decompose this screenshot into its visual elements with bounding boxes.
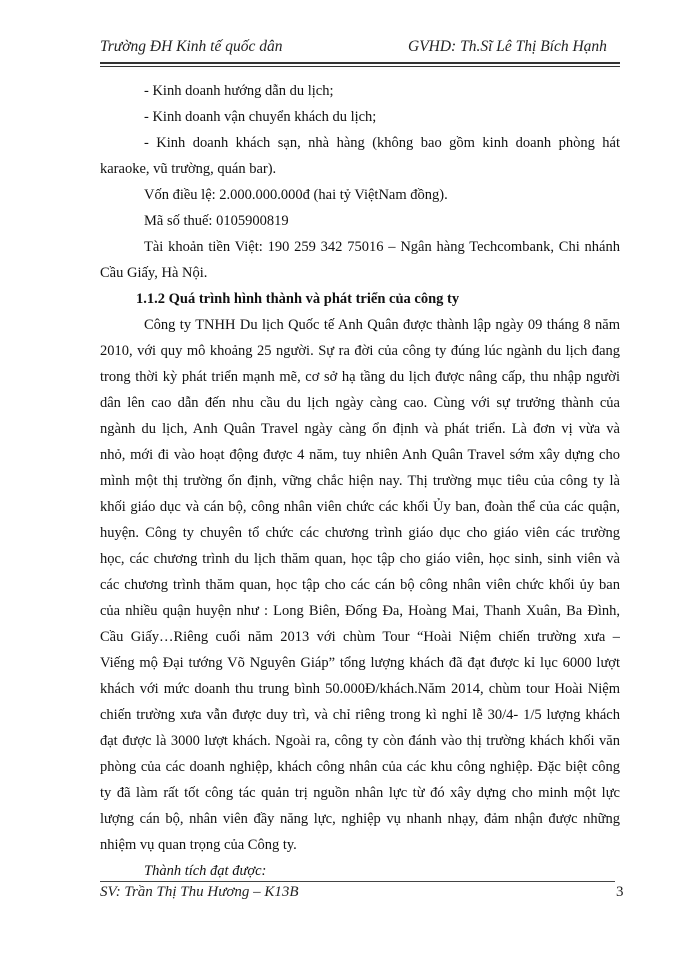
paragraph-line: chiến trường xưa vẫn được duy trì, và chỉ riêng trong kì nghỉ lễ 30/4- 1/5 lượng khách [100, 707, 620, 723]
paragraph-line: nhỏ, mới đi vào hoạt động được 4 năm, tuy nhiên Anh Quân Travel sớm xây dựng cho [100, 447, 620, 463]
page-number: 3 [616, 884, 624, 900]
paragraph-line: của nhiều quận huyện như : Long Biên, Đống Đa, Hoàng Mai, Thanh Xuân, Ba Đình, [100, 603, 620, 619]
page-footer [100, 884, 630, 906]
paragraph-line: dân lên cao dẫn đến nhu cầu du lịch ngày càng cao. Cùng với sự trưởng thành của [100, 395, 620, 411]
paragraph-line: Viếng mộ Đại tướng Võ Nguyên Giáp” tổng lượng khách đã đạt được kỉ lục 6000 lượt [100, 655, 620, 671]
history-paragraph [100, 312, 620, 858]
document-body [100, 78, 620, 884]
section-heading: 1.1.2 Quá trình hình thành và phát triển của công ty [136, 291, 460, 307]
bullet-item: - Kinh doanh khách sạn, nhà hàng (không bao gồm kinh doanh phòng hát [144, 135, 620, 151]
paragraph-line: nhiệm vụ quan trọng của Công ty. [100, 837, 297, 853]
paragraph-line: học, các chương trình du lịch thăm quan, học tập cho giáo viên, học sinh, sinh viên và [100, 551, 620, 567]
paragraph-line: trong thời kỳ phát triển mạnh mẽ, cơ sở hạ tầng du lịch được nâng cấp, thu nhập người [100, 369, 620, 385]
achievements-label: Thành tích đạt được: [144, 863, 267, 879]
header-supervisor: GVHD: Th.Sĩ Lê Thị Bích Hạnh [408, 38, 607, 55]
header-university: Trường ĐH Kinh tế quốc dân [100, 38, 283, 55]
paragraph-line: khách với mức doanh thu trung bình 50.000Đ/khách.Năm 2014, chùm tour Hoài Niệm [100, 681, 620, 697]
footer-rule [100, 881, 615, 882]
tax-code: Mã số thuế: 0105900819 [144, 213, 289, 229]
page-header [100, 38, 620, 60]
bank-account-line: Tài khoản tiền Việt: 190 259 342 75016 – Ngân hàng Techcombank, Chi nhánh [144, 239, 620, 255]
paragraph-line: ngành du lịch, Anh Quân Travel ngày càng ổn định và phát triển. Là đơn vị vừa và [100, 421, 620, 437]
bullet-continuation: karaoke, vũ trường, quán bar). [100, 161, 277, 177]
paragraph-line: các chương trình thăm quan, học tập cho các cán bộ công nhân viên chức khối ủy ban [100, 577, 620, 593]
charter-capital: Vốn điều lệ: 2.000.000.000đ (hai tỷ ViệtNam đồng). [144, 187, 448, 203]
paragraph-line: mình một thị trường ổn định, vững chắc hiện nay. Thị trường mục tiêu của công ty là [100, 473, 620, 489]
paragraph-line: Cầu Giấy…Riêng cuối năm 2013 với chùm Tour “Hoài Niệm chiến trường xưa – [100, 629, 620, 645]
bullet-item: - Kinh doanh hướng dẫn du lịch; [144, 83, 334, 99]
bank-account-line: Cầu Giấy, Hà Nội. [100, 265, 208, 281]
paragraph-line: ty đã làm rất tốt công tác quản trị nguồn nhân lực từ đó xây dựng cho minh một lực [100, 785, 620, 801]
paragraph-line: Công ty TNHH Du lịch Quốc tế Anh Quân được thành lập ngày 09 tháng 8 năm [144, 317, 620, 333]
footer-student: SV: Trần Thị Thu Hương – K13B [100, 884, 299, 900]
paragraph-line: huyện. Công ty chuyên tổ chức các chương trình giáo dục cho giáo viên các trường [100, 525, 620, 541]
paragraph-line: đạt được là 3000 lượt khách. Ngoài ra, công ty còn đánh vào thị trường khách khối văn [100, 733, 620, 749]
header-rule [100, 62, 620, 67]
paragraph-line: lượng cán bộ, nhân viên đầy năng lực, nghiệp vụ nhanh nhạy, đảm nhận được những [100, 811, 620, 827]
paragraph-line: 2010, với quy mô khoảng 25 người. Sự ra đời của công ty đúng lúc ngành du lịch đang [100, 343, 620, 359]
paragraph-line: phòng của các doanh nghiệp, khách công nhân của các khu công nghiệp. Đặc biệt công [100, 759, 620, 775]
paragraph-line: khối giáo dục và cán bộ, công nhân viên chức các khối Ủy ban, đoàn thể của các quận, [100, 499, 620, 515]
bullet-item: - Kinh doanh vận chuyển khách du lịch; [144, 109, 377, 125]
